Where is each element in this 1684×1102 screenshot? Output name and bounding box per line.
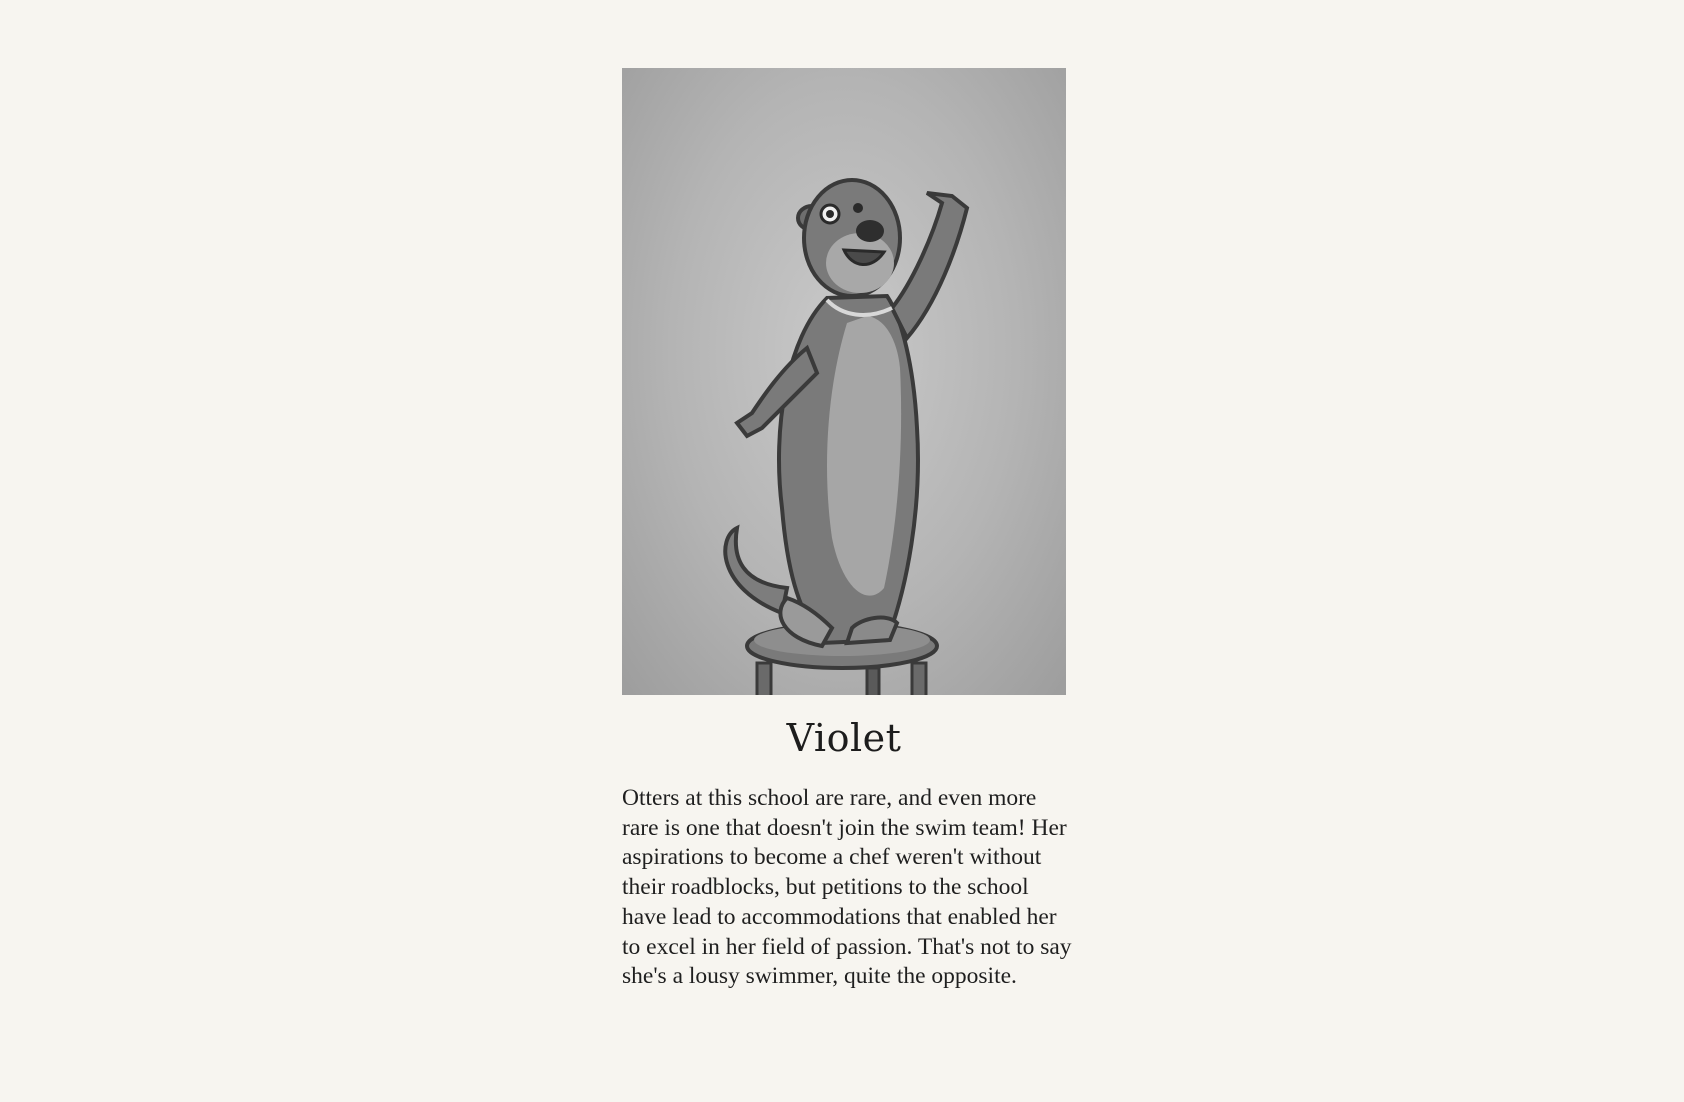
- character-name: Violet: [786, 716, 902, 760]
- otter-head: [798, 180, 900, 296]
- character-description: Otters at this school are rare, and even more rare is one that doesn't join the swim team! Her aspirations to become a chef weren't without their roadblocks, but petitions to the school have lead to accommodations that enabled her to excel in her field of passion. That's not to say she's a lousy swimmer, quite the opposite.: [622, 785, 1072, 990]
- otter-right-arm: [892, 193, 967, 338]
- otter-illustration: [622, 68, 1066, 695]
- otter-belly: [827, 316, 901, 596]
- character-portrait: [622, 68, 1066, 695]
- otter-tail: [725, 528, 787, 613]
